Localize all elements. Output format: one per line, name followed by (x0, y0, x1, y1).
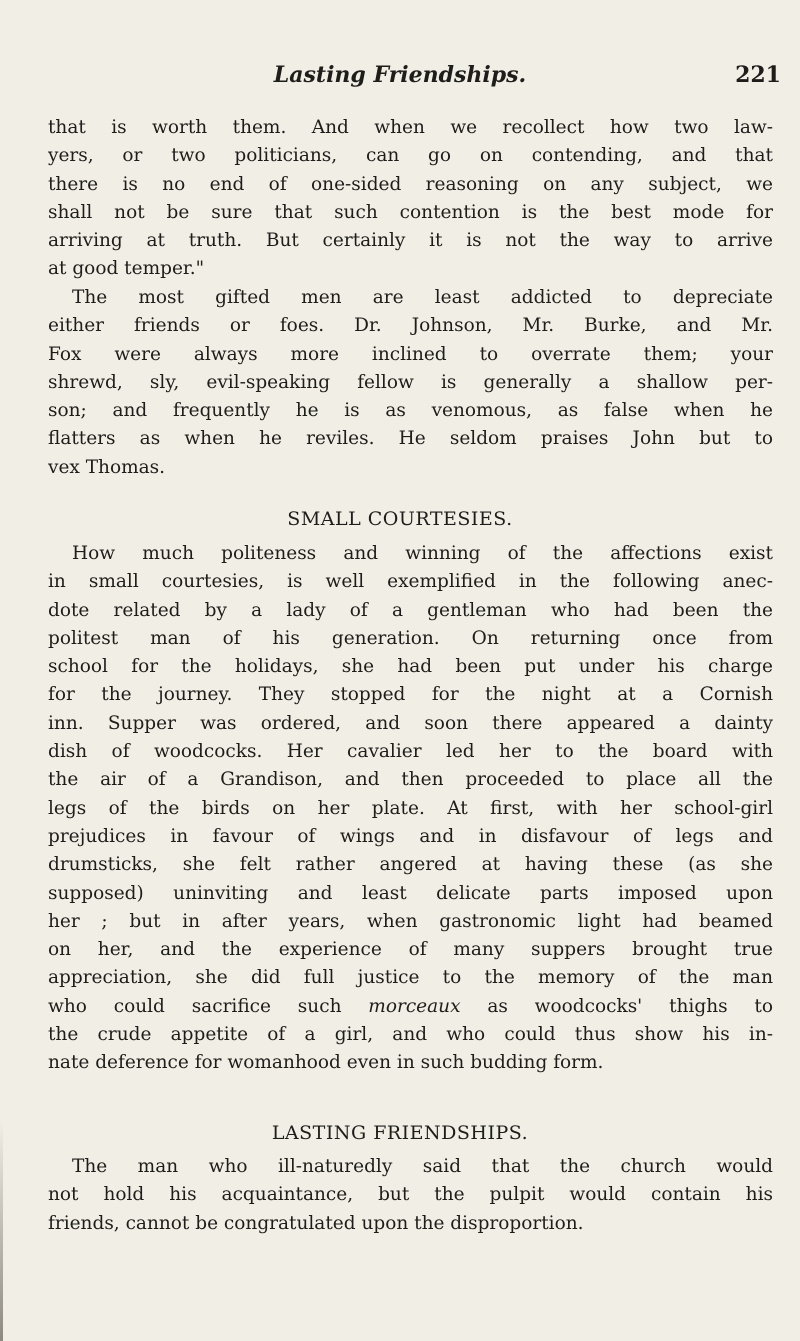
text-line: shall not be sure that such contention is the best mode for (48, 201, 773, 223)
text-line: How much politeness and winning of the affections exist (72, 543, 773, 564)
lasting-friendships-paragraph (48, 1153, 773, 1238)
text-line: the crude appetite of a girl, and who could thus show his in- (48, 1024, 773, 1046)
text-line: prejudices in favour of wings and in disfavour of legs and (48, 825, 773, 847)
page-number: 221 (735, 62, 781, 88)
text-line: shrewd, sly, evil-speaking fellow is generally a shallow per- (48, 371, 773, 393)
text-line: son; and frequently he is as venomous, as false when he (48, 400, 773, 422)
text-line: legs of the birds on her plate. At first, with her school-girl (48, 797, 773, 819)
text-line: drumsticks, she felt rather angered at having these (as she (48, 854, 773, 876)
text-line: either friends or foes. Dr. Johnson, Mr. Burke, and Mr. (48, 315, 773, 337)
text-line: supposed) uninviting and least delicate parts imposed upon (48, 882, 773, 904)
text-line: the air of a Grandison, and then proceeded to place all the (48, 769, 773, 791)
text-line: inn. Supper was ordered, and soon there appeared a dainty (48, 712, 773, 734)
text-line: yers, or two politicians, can go on contending, and that (48, 145, 773, 167)
text-line: flatters as when he reviles. He seldom praises John but to (48, 428, 773, 450)
text-line: politest man of his generation. On returning once from (48, 627, 773, 649)
running-head (0, 60, 800, 110)
text-line: appreciation, she did full justice to the memory of the man (48, 967, 773, 989)
section-heading-small-courtesies: SMALL COURTESIES. (287, 508, 513, 530)
text-line: nate deference for womanhood even in such budding form. (48, 1052, 604, 1074)
text-line: friends, cannot be congratulated upon the disproportion. (48, 1212, 584, 1234)
text-line: dote related by a lady of a gentleman who had been the (48, 599, 773, 621)
text-line: not hold his acquaintance, but the pulpit would contain his (48, 1184, 773, 1206)
text-line: dish of woodcocks. Her cavalier led her to the board with (48, 741, 773, 763)
text-line: who could sacrifice such morceaux as woodcocks' thighs to (48, 995, 773, 1017)
running-title: Lasting Friendships. (273, 62, 527, 88)
top-paragraph (48, 114, 773, 284)
text-line: that is worth them. And when we recollect how two law- (48, 117, 773, 138)
text-line: there is no end of one-sided reasoning on any subject, we (48, 173, 773, 195)
section-heading-lasting-friendships: LASTING FRIENDSHIPS. (271, 1122, 529, 1144)
text-line: school for the holidays, she had been put under his charge (48, 656, 773, 678)
text-line: for the journey. They stopped for the night at a Cornish (48, 684, 773, 706)
text-line: on her, and the experience of many suppers brought true (48, 939, 773, 961)
italic-word: morceaux (368, 995, 461, 1017)
text-line: The man who ill-naturedly said that the church would (72, 1156, 773, 1177)
text-line: The most gifted men are least addicted to depreciate (72, 287, 773, 308)
text-line: her ; but in after years, when gastronomic light had beamed (48, 910, 773, 932)
text-line: Fox were always more inclined to overrate them; your (48, 343, 773, 365)
text-line: arriving at truth. But certainly it is not the way to arrive (48, 230, 773, 252)
text-line: in small courtesies, is well exemplified in the following anec- (48, 571, 773, 593)
small-courtesies-paragraph (48, 540, 773, 1078)
second-paragraph (48, 284, 773, 482)
text-line: vex Thomas. (48, 456, 166, 478)
page-edge-shadow (0, 1120, 3, 1341)
text-line: at good temper." (48, 258, 205, 280)
